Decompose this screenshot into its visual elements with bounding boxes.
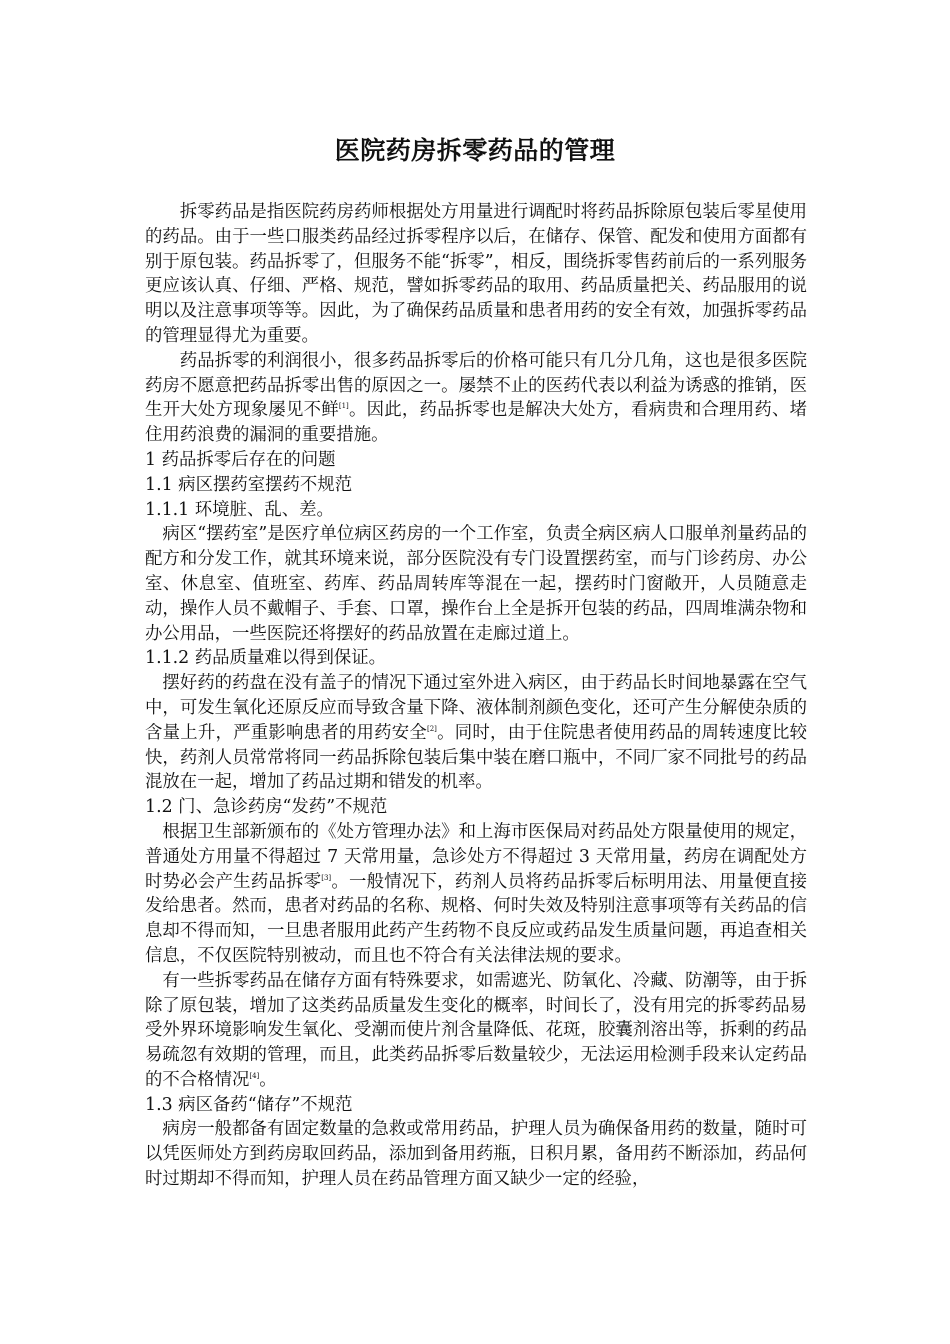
section-heading xyxy=(145,1093,807,1118)
paragraph-text-tail: 。一般情况下，药剂人员将药品拆零后标明用法、用量便直接发给患者。然而，患者对药品的名称、规格、何时失效及特别注意事项等有关药品的信息却不得而知，一旦患者服用此药产生药物不良反应或药品发生质量问题，再追查相关信息，不仅医院特别被动，而且也不符合有关法律法规的要求。 xyxy=(145,871,807,966)
section-heading xyxy=(145,646,807,671)
body-paragraph xyxy=(145,671,807,795)
citation-marker: [3] xyxy=(321,873,332,882)
document-body xyxy=(145,200,807,1192)
body-paragraph xyxy=(145,200,807,349)
body-paragraph xyxy=(145,1117,807,1191)
paragraph-text: 1.1.1 环境脏、乱、差。 xyxy=(145,499,334,520)
body-paragraph xyxy=(145,969,807,1093)
document-title: 医院药房拆零药品的管理 xyxy=(334,136,616,165)
paragraph-text: 有一些拆零药品在储存方面有特殊要求，如需遮光、防氧化、冷藏、防潮等，由于拆除了原包装，增加了这类药品质量发生变化的概率，时间长了，没有用完的拆零药品易受外界环境影响发生氧化、受潮而使片剂含量降低、花斑，胶囊剂溶出等，拆剩的药品易疏忽有效期的管理，而且，此类药品拆零后数量较少，无法运用检测手段来认定药品的不合格情况 xyxy=(145,970,807,1090)
citation-marker: [4] xyxy=(249,1072,260,1081)
body-paragraph xyxy=(145,820,807,969)
section-heading xyxy=(145,498,807,523)
section-heading xyxy=(145,795,807,820)
body-paragraph xyxy=(145,522,807,646)
paragraph-text: 病房一般都备有固定数量的急救或常用药品，护理人员为确保备用药的数量，随时可以凭医师处方到药房取回药品，添加到备用药瓶，日积月累，备用药不断添加，药品何时过期却不得而知，护理人员在药品管理方面又缺少一定的经验， xyxy=(145,1119,807,1190)
section-heading xyxy=(145,473,807,498)
body-paragraph xyxy=(145,349,807,448)
paragraph-text: 1.2 门、急诊药房“发药”不规范 xyxy=(145,797,388,818)
paragraph-text-tail: 。因此，药品拆零也是解决大处方，看病贵和合理用药、堵住用药浪费的漏洞的重要措施。 xyxy=(145,400,807,446)
paragraph-text: 1.3 病区备药“储存”不规范 xyxy=(145,1094,353,1115)
paragraph-text: 拆零药品是指医院药房药师根据处方用量进行调配时将药品拆除原包装后零星使用的药品。由于一些口服类药品经过拆零程序以后，在储存、保管、配发和使用方面都有别于原包装。药品拆零了，但服务不能“拆零”，相反，围绕拆零售药前后的一系列服务更应该认真、仔细、严格、规范，譬如拆零药品的取用、药品质量把关、药品服用的说明以及注意事项等等。因此，为了确保药品质量和患者用药的安全有效，加强拆零药品的管理显得尤为重要。 xyxy=(145,202,807,346)
paragraph-text: 摆好药的药盘在没有盖子的情况下通过室外进入病区，由于药品长时间地暴露在空气中，可发生氧化还原反应而导致含量下降、液体制剂颜色变化，还可产生分解使杂质的含量上升，严重影响患者的用药安全 xyxy=(145,673,807,743)
paragraph-text: 根据卫生部新颁布的《处方管理办法》和上海市医保局对药品处方限量使用的规定，普通处方用量不得超过 7 天常用量，急诊处方不得超过 3 天常用量，药房在调配处方时势必会产生药品拆零 xyxy=(145,821,807,892)
paragraph-text: 病区“摆药室”是医疗单位病区药房的一个工作室，负责全病区病人口服单剂量药品的配方和分发工作，就其环境来说，部分医院没有专门设置摆药室，而与门诊药房、办公室、休息室、值班室、药库、药品周转库等混在一起，摆药时门窗敞开，人员随意走动，操作人员不戴帽子、手套、口罩，操作台上全是拆开包装的药品，四周堆满杂物和办公用品，一些医院还将摆好的药品放置在走廊过道上。 xyxy=(145,524,807,644)
citation-marker: [2] xyxy=(426,724,437,733)
citation-marker: [1] xyxy=(338,402,349,411)
paragraph-text: 1 药品拆零后存在的问题 xyxy=(145,449,336,470)
paragraph-text: 药品拆零的利润很小，很多药品拆零后的价格可能只有几分几角，这也是很多医院药房不愿意把药品拆零出售的原因之一。屡禁不止的医药代表以利益为诱惑的推销，医生开大处方现象屡见不鲜 xyxy=(145,350,807,421)
paragraph-text-tail: 。 xyxy=(259,1069,277,1090)
paragraph-text-tail: 。同时，由于住院患者使用药品的周转速度比较快，药剂人员常常将同一药品拆除包装后集中装在磨口瓶中，不同厂家不同批号的药品混放在一起，增加了药品过期和错发的机率。 xyxy=(145,722,807,793)
section-heading xyxy=(145,448,807,473)
paragraph-text: 1.1 病区摆药室摆药不规范 xyxy=(145,474,353,495)
paragraph-text: 1.1.2 药品质量难以得到保证。 xyxy=(145,648,387,669)
